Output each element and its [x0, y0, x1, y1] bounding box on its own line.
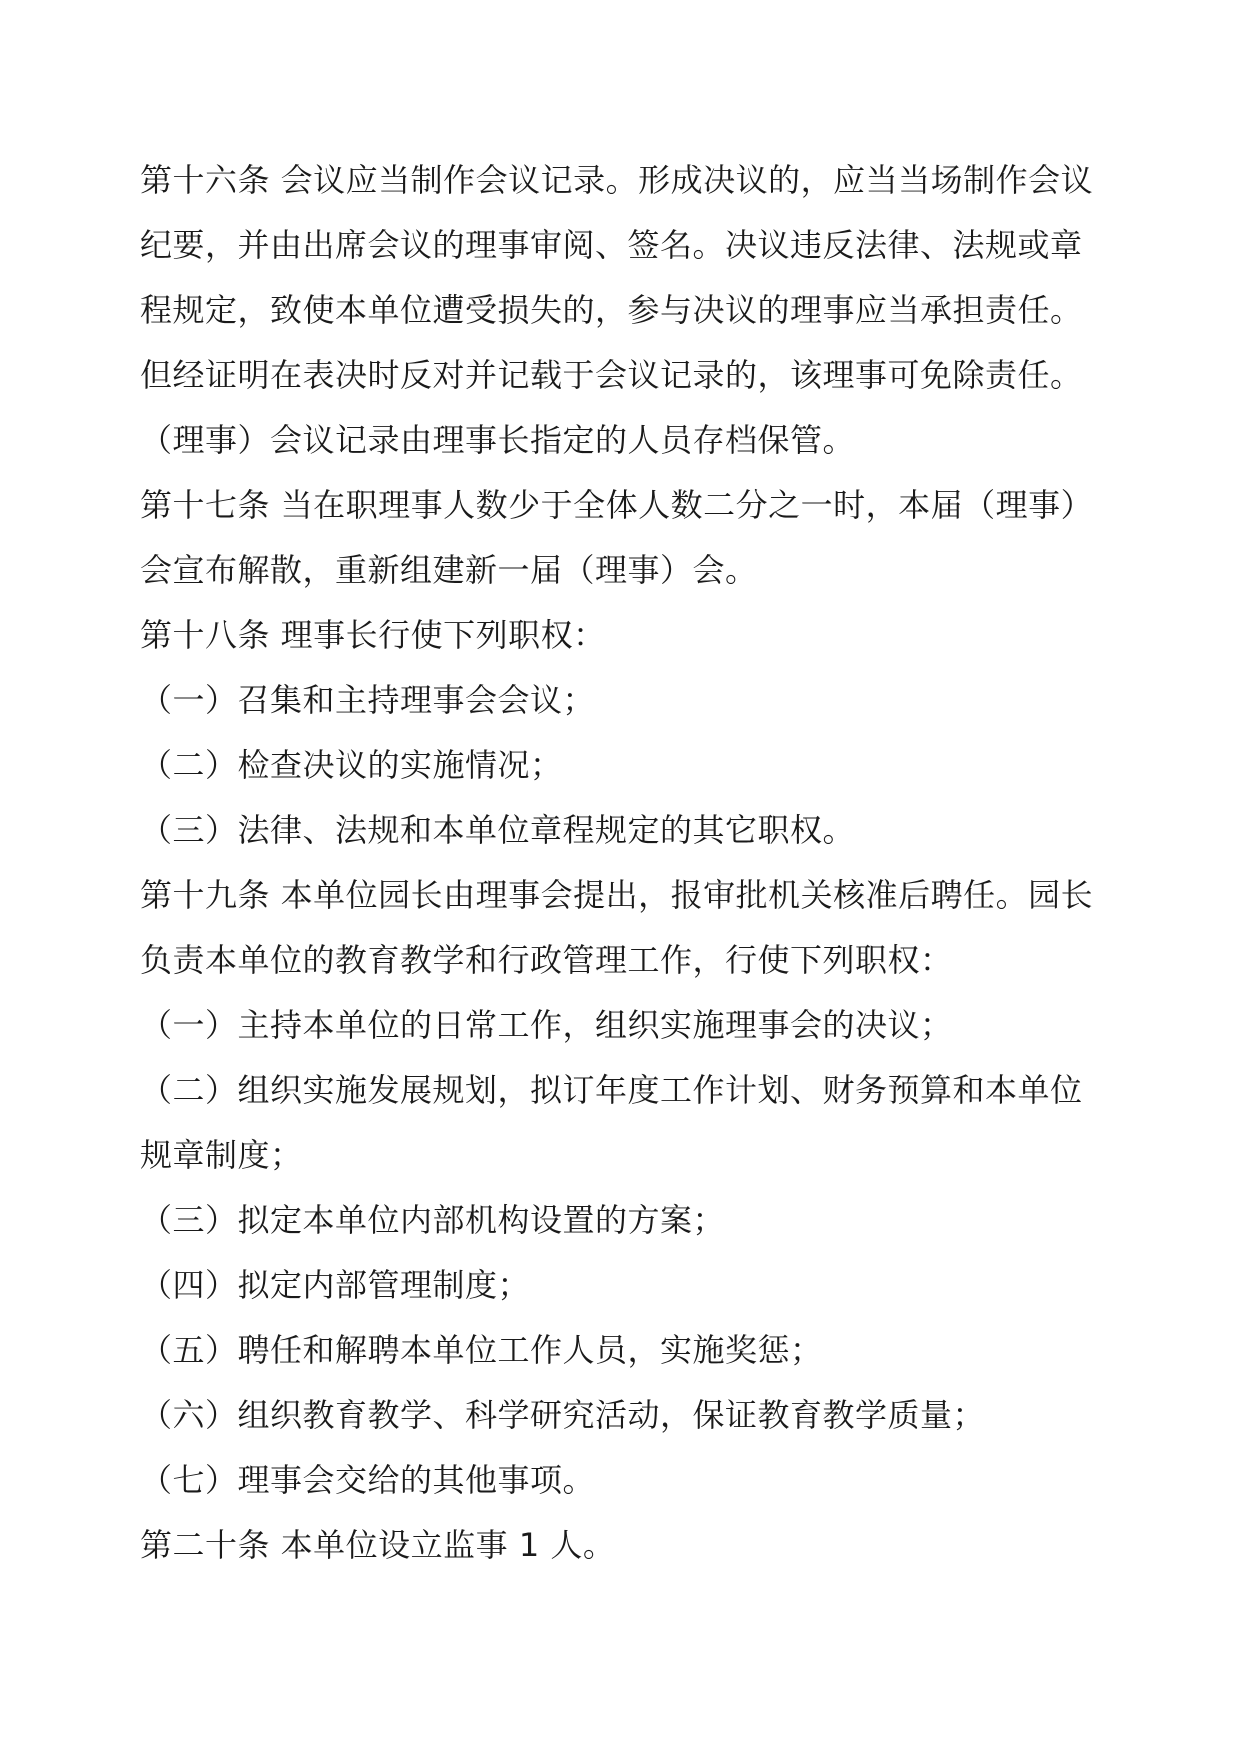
text-line-15: （二）组织实施发展规划，拟订年度工作计划、财务预算和本单位 [140, 1071, 1083, 1109]
text-line-5: （理事）会议记录由理事长指定的人员存档保管。 [140, 421, 856, 459]
text-line-16: 规章制度； [140, 1136, 303, 1174]
text-line-4: 但经证明在表决时反对并记载于会议记录的，该理事可免除责任。 [140, 356, 1083, 394]
text-line-10: （二）检查决议的实施情况； [140, 746, 563, 784]
text-line-11: （三）法律、法规和本单位章程规定的其它职权。 [140, 811, 856, 849]
text-line-14: （一）主持本单位的日常工作，组织实施理事会的决议； [140, 1006, 953, 1044]
document-body [140, 148, 1120, 1578]
text-line-7: 会宣布解散，重新组建新一届（理事）会。 [140, 551, 758, 589]
text-line-17: （三）拟定本单位内部机构设置的方案； [140, 1201, 726, 1239]
text-line-18: （四）拟定内部管理制度； [140, 1266, 531, 1304]
text-line-22: 第二十条 本单位设立监事 1 人。 [140, 1526, 616, 1564]
text-line-1: 第十六条 会议应当制作会议记录。形成决议的，应当当场制作会议 [140, 161, 1094, 199]
text-line-21: （七）理事会交给的其他事项。 [140, 1461, 596, 1499]
text-line-2: 纪要，并由出席会议的理事审阅、签名。决议违反法律、法规或章 [140, 226, 1083, 264]
text-line-9: （一）召集和主持理事会会议； [140, 681, 596, 719]
text-line-20: （六）组织教育教学、科学研究活动，保证教育教学质量； [140, 1396, 986, 1434]
text-line-12: 第十九条 本单位园长由理事会提出，报审批机关核准后聘任。园长 [140, 876, 1094, 914]
text-line-3: 程规定，致使本单位遭受损失的，参与决议的理事应当承担责任。 [140, 291, 1083, 329]
text-line-19: （五）聘任和解聘本单位工作人员，实施奖惩； [140, 1331, 823, 1369]
text-line-13: 负责本单位的教育教学和行政管理工作，行使下列职权： [140, 941, 953, 979]
text-line-8: 第十八条 理事长行使下列职权： [140, 616, 606, 654]
text-line-6: 第十七条 当在职理事人数少于全体人数二分之一时，本届（理事） [140, 486, 1094, 524]
